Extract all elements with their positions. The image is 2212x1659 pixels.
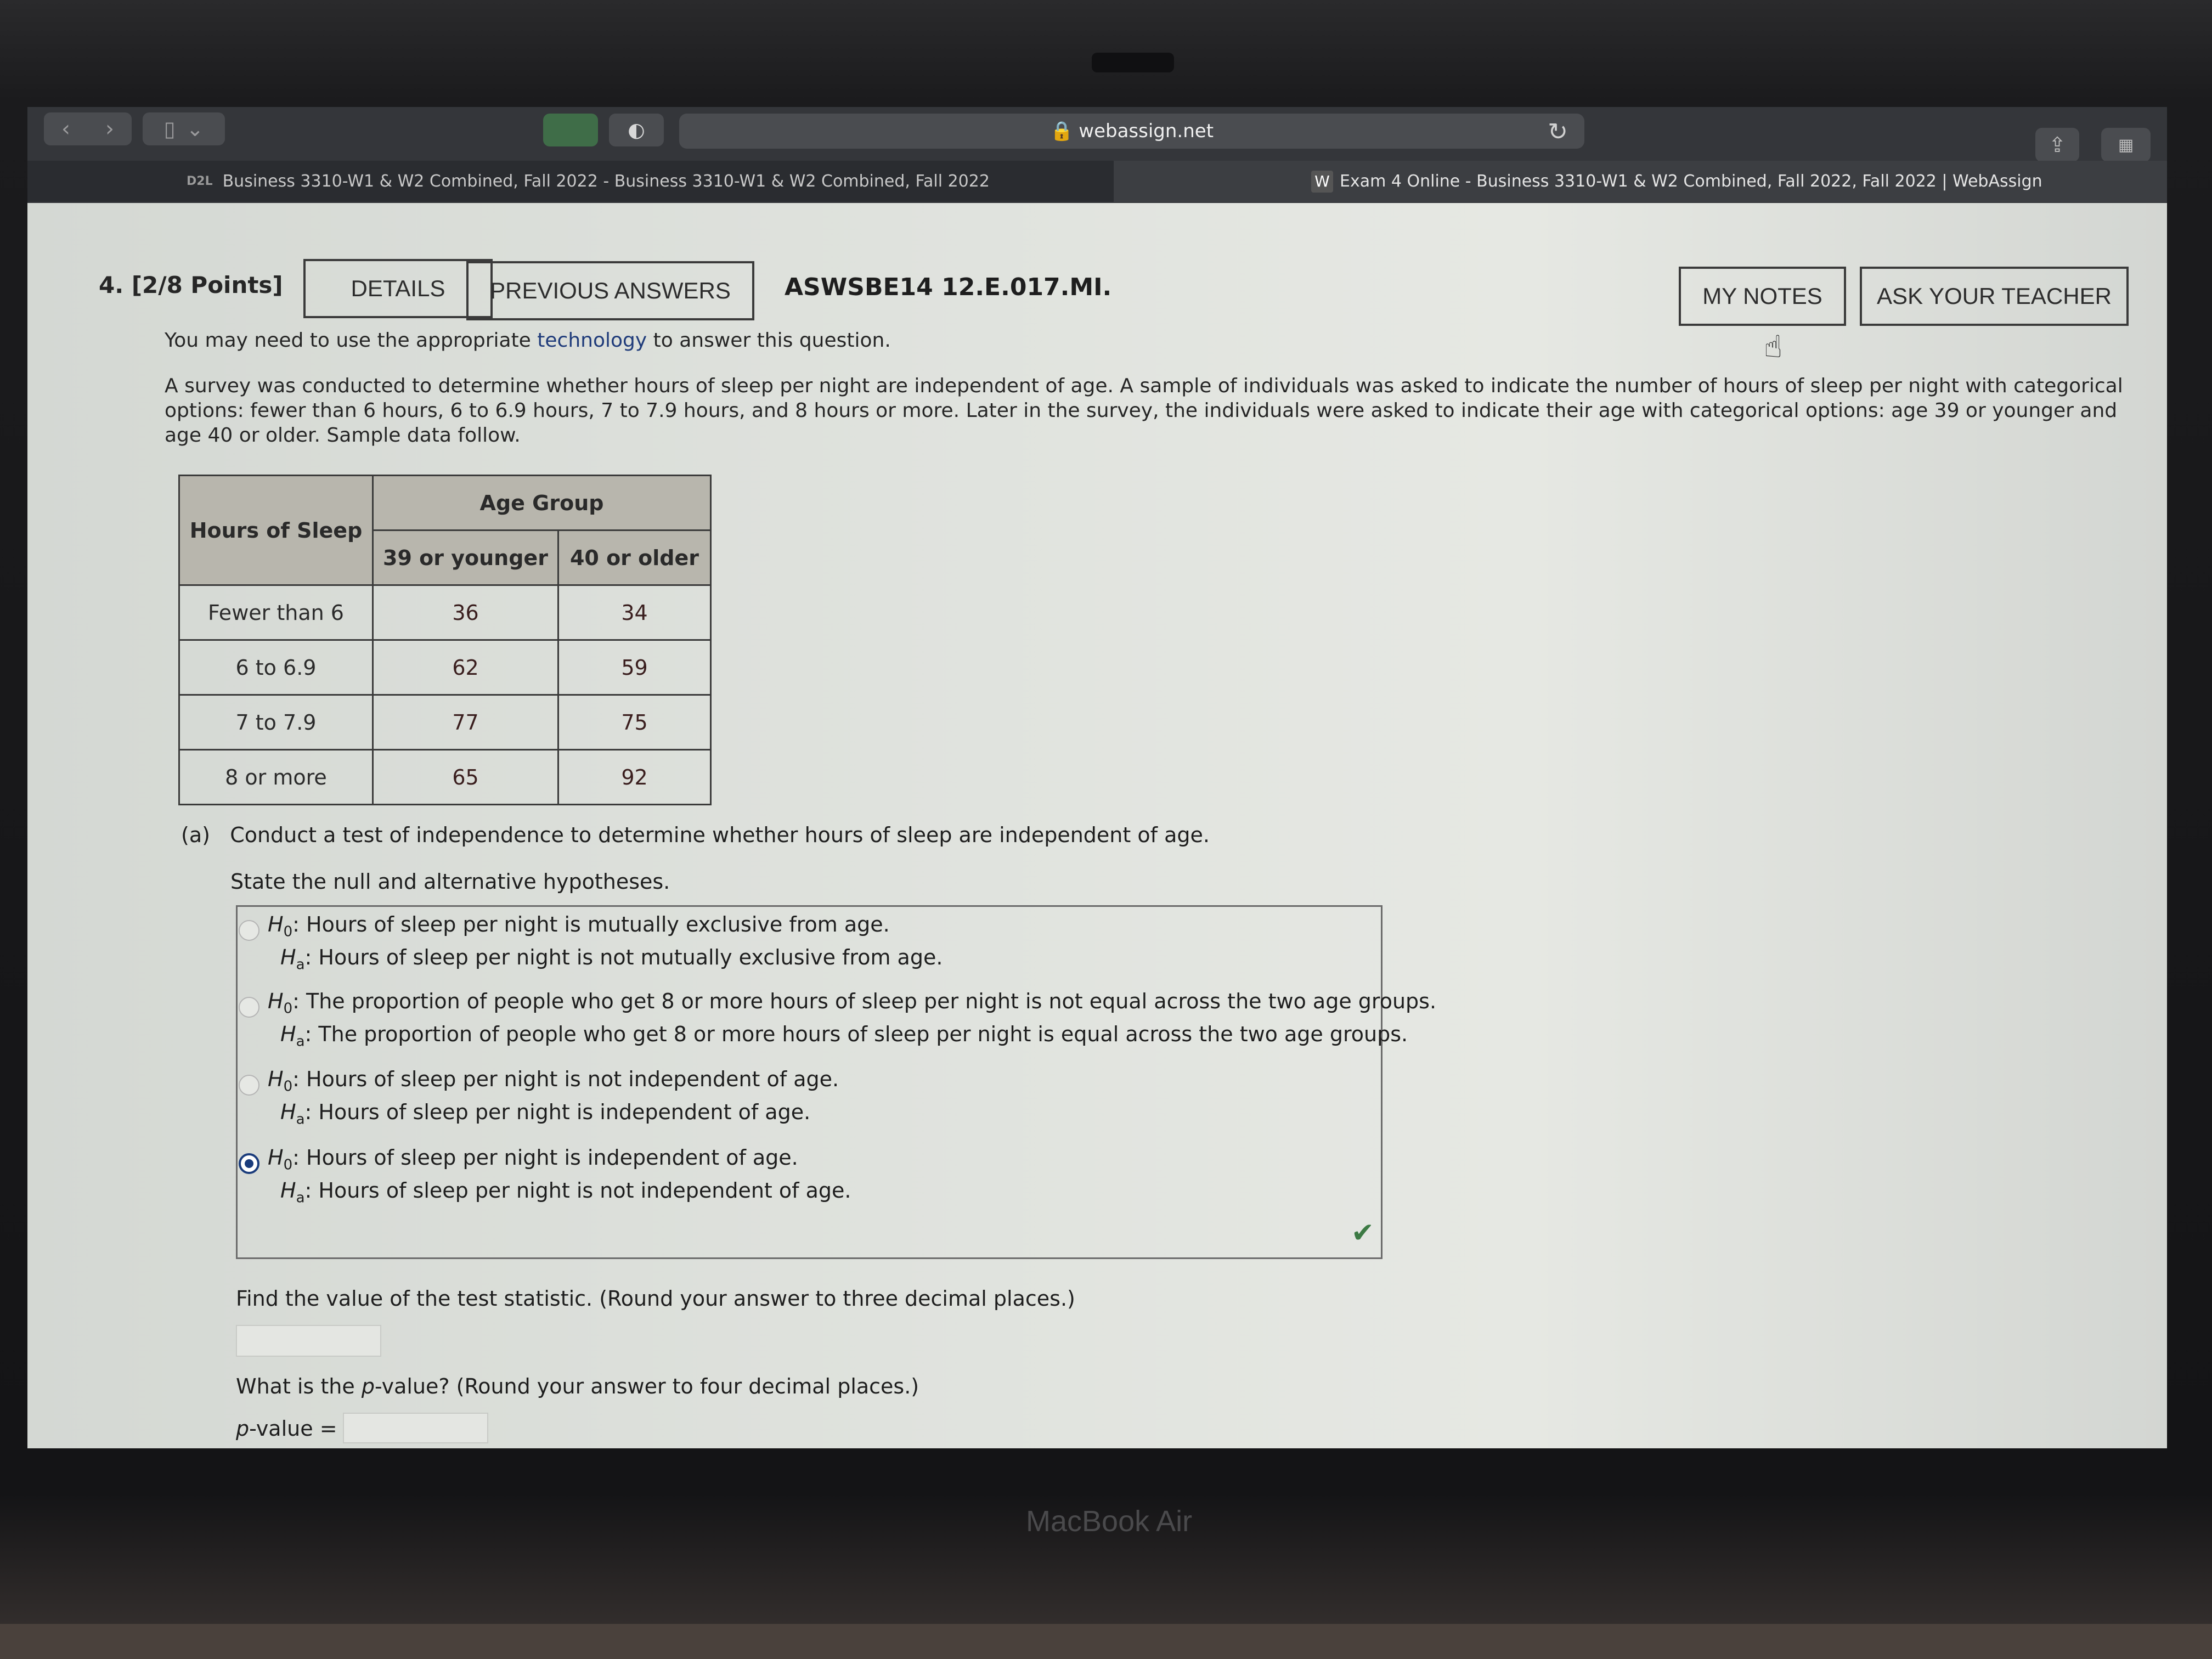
webassign-icon: W (1311, 171, 1333, 193)
question-body: A survey was conducted to determine whether hours of sleep per night are independent of age. A sample of individuals was asked to indicate the number of hours of sleep per night with categorical options: fewer than 6 hours, 6 to 6.9 hours, 7 to 7.9 hours, and 8 hours or more. Later in the survey, the individuals were asked to indicate their age with categorical options: age 39 or younger and age 40 or older. Sample data follow. (165, 375, 2123, 447)
question-header (27, 219, 2167, 318)
table-row (179, 750, 711, 805)
p-value-input[interactable] (343, 1413, 488, 1443)
forward-icon[interactable]: › (105, 116, 114, 142)
browser-toolbar (27, 107, 2167, 204)
technology-link[interactable]: technology (537, 329, 647, 352)
extension-button[interactable] (543, 114, 598, 146)
radio-button[interactable] (239, 997, 259, 1018)
details-button[interactable]: DETAILS (303, 259, 493, 318)
test-statistic-prompt: Find the value of the test statistic. (Round your answer to three decimal places.) (236, 1286, 1075, 1311)
share-icon: ⇪ (2049, 133, 2066, 157)
radio-button[interactable] (239, 1075, 259, 1096)
tab-d2l[interactable] (27, 161, 1114, 202)
back-forward-buttons[interactable] (44, 112, 132, 145)
tab-webassign-label: Exam 4 Online - Business 3310-W1 & W2 Combined, Fall 2022, Fall 2022 | WebAssign (1340, 172, 2042, 191)
reload-icon[interactable]: ↻ (1548, 118, 1568, 146)
sidebar-toggle-button[interactable] (143, 112, 225, 145)
address-bar[interactable] (679, 114, 1584, 149)
tab-d2l-label: Business 3310-W1 & W2 Combined, Fall 2022 - Business 3310-W1 & W2 Combined, Fall 2022 (222, 172, 990, 191)
share-button[interactable] (2035, 128, 2079, 162)
table-row (179, 640, 711, 695)
table-row (179, 585, 711, 640)
part-a-prompt: (a) Conduct a test of independence to determine whether hours of sleep are independent of age. (181, 823, 1210, 847)
sample-data-table (178, 475, 712, 805)
previous-answers-button[interactable]: PREVIOUS ANSWERS (466, 261, 754, 320)
ask-your-teacher-button[interactable]: ASK YOUR TEACHER (1860, 267, 2129, 326)
row-header: Hours of Sleep (179, 476, 373, 585)
tab-overview-button[interactable] (2101, 128, 2151, 162)
table-cell: 59 (558, 640, 711, 695)
table-cell: 62 (373, 640, 558, 695)
row-label: 8 or more (179, 750, 373, 805)
radio-button[interactable] (239, 920, 259, 941)
intro-text: You may need to use the appropriate technology to answer this question. (165, 329, 891, 352)
keyboard-edge (0, 1624, 2212, 1659)
question-content (165, 329, 2140, 448)
hypotheses-options: $H_0$: Hours of sleep per night is mutually exclusive from age. $H_a$: Hours of sleep per night is not mutually exclusive from age. $H_0$: The proportion of people who get 8 or more hours of sleep per night is not equal across the two age groups. $H_a$: The proportion of people who get 8 or more hours of sleep per night is equal across the two age groups. $H_0$: Hours of sleep per night is not independent of age. $H_a$: Hours of sleep per night is independent of age. $H_0$: Hours of sleep per night is independent of age. $H_a$: Hours of sleep per night is not independent of age. ✔ (236, 905, 1383, 1259)
hand-cursor-icon: ☝ (1764, 329, 1783, 365)
question-code: ASWSBE14 12.E.017.MI. (785, 273, 1112, 301)
device-brand: MacBook Air (1026, 1505, 1193, 1538)
correct-check-icon: ✔ (1351, 1217, 1374, 1249)
table-cell: 65 (373, 750, 558, 805)
my-notes-button[interactable]: MY NOTES (1679, 267, 1846, 326)
row-label: Fewer than 6 (179, 585, 373, 640)
table-cell: 36 (373, 585, 558, 640)
tab-webassign[interactable] (1114, 161, 2167, 202)
table-cell: 77 (373, 695, 558, 750)
radio-button-selected[interactable] (239, 1153, 259, 1174)
back-icon[interactable]: ‹ (61, 116, 70, 142)
shield-icon: ◐ (628, 119, 645, 142)
row-label: 6 to 6.9 (179, 640, 373, 695)
privacy-shield-button[interactable] (609, 114, 664, 146)
webassign-page (27, 203, 2167, 1448)
test-statistic-input[interactable] (236, 1325, 381, 1357)
lock-icon: 🔒 (1049, 120, 1074, 142)
url-text: webassign.net (1079, 120, 1214, 142)
d2l-icon: D2L (187, 174, 213, 188)
p-value-label: p-value = (236, 1417, 337, 1441)
hypotheses-prompt: State the null and alternative hypotheses. (230, 870, 670, 894)
column-header: 39 or younger (373, 531, 558, 585)
grid-icon: ▦ (2118, 135, 2134, 155)
table-cell: 92 (558, 750, 711, 805)
group-header: Age Group (373, 476, 711, 531)
p-value-prompt: What is the p-value? (Round your answer to four decimal places.) (236, 1374, 919, 1398)
row-label: 7 to 7.9 (179, 695, 373, 750)
question-number: 4. [2/8 Points] (99, 272, 283, 298)
table-cell: 75 (558, 695, 711, 750)
sidebar-icon: ▯ (163, 117, 176, 141)
table-cell: 34 (558, 585, 711, 640)
chevron-down-icon: ⌄ (186, 117, 204, 141)
column-header: 40 or older (558, 531, 711, 585)
table-row (179, 695, 711, 750)
camera-notch (1092, 53, 1174, 72)
